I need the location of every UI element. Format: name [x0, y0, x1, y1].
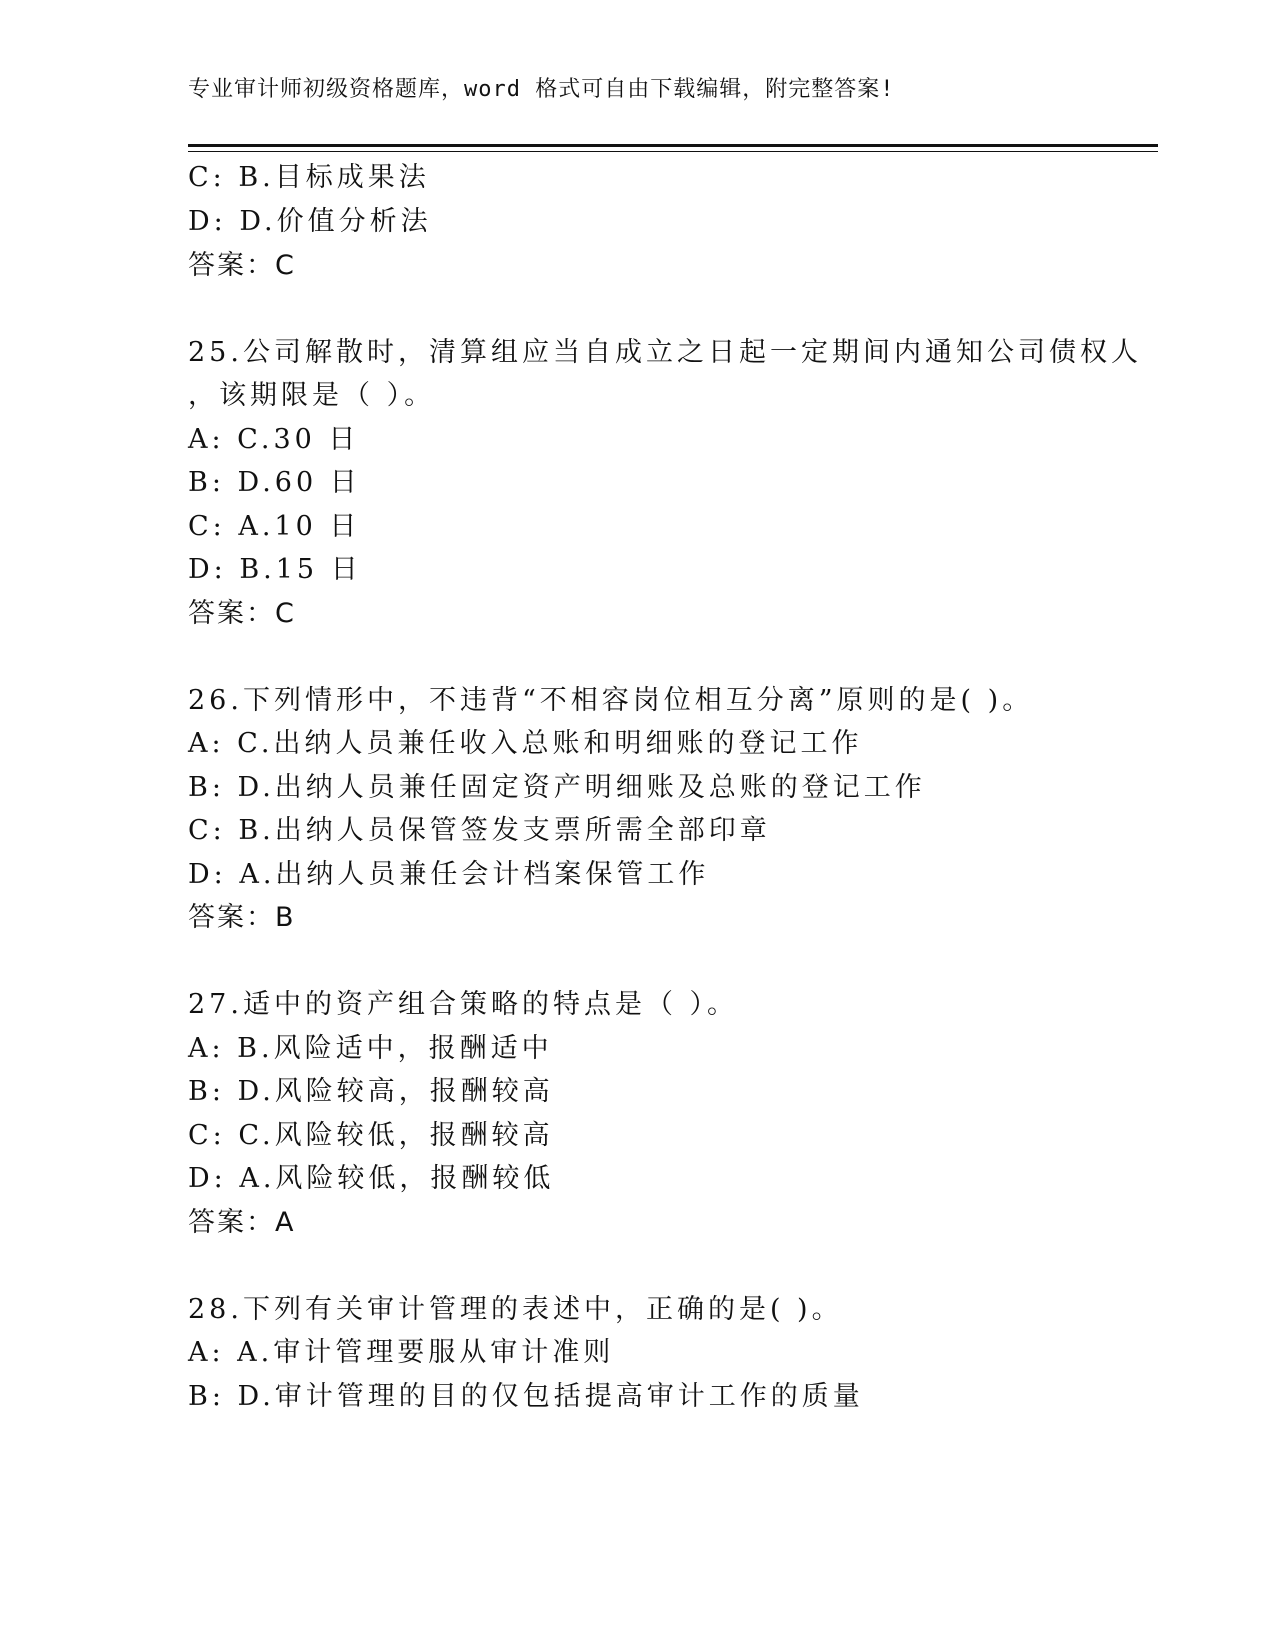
- answer-line: 答案：A: [188, 1207, 296, 1238]
- answer-line: 答案：C: [188, 598, 296, 629]
- option-line: D: A.风险较低，报酬较低: [188, 1163, 555, 1194]
- header-rule-thick: [188, 144, 1158, 147]
- option-line: B: D.出纳人员兼任固定资产明细账及总账的登记工作: [188, 772, 926, 803]
- option-line: C: B.出纳人员保管签发支票所需全部印章: [188, 815, 771, 846]
- question-line: 28.下列有关审计管理的表述中，正确的是( )。: [188, 1294, 843, 1325]
- option-line: C: A.10 日: [188, 511, 361, 542]
- question-line: 26.下列情形中，不违背“不相容岗位相互分离”原则的是( )。: [188, 685, 1034, 716]
- option-line: C: B.目标成果法: [188, 162, 430, 193]
- option-line: D: B.15 日: [188, 554, 362, 585]
- option-line: B: D.审计管理的目的仅包括提高审计工作的质量: [188, 1381, 864, 1412]
- header-rule-thin: [188, 151, 1158, 152]
- option-line: A: A.审计管理要服从审计准则: [188, 1337, 615, 1368]
- option-line: D: A.出纳人员兼任会计档案保管工作: [188, 859, 710, 890]
- answer-line: 答案：B: [188, 902, 296, 933]
- option-line: A: C.出纳人员兼任收入总账和明细账的登记工作: [188, 728, 863, 759]
- page-header: 专业审计师初级资格题库，word 格式可自由下载编辑，附完整答案!: [188, 77, 895, 102]
- option-line: B: D.60 日: [188, 467, 361, 498]
- option-line: B: D.风险较高，报酬较高: [188, 1076, 554, 1107]
- answer-line: 答案：C: [188, 250, 296, 281]
- option-line: D: D.价值分析法: [188, 206, 432, 237]
- question-line: 27.适中的资产组合策略的特点是（ ）。: [188, 989, 739, 1020]
- option-line: A: C.30 日: [188, 424, 360, 455]
- question-line: 25.公司解散时，清算组应当自成立之日起一定期间内通知公司债权人: [188, 337, 1142, 368]
- option-line: A: B.风险适中，报酬适中: [188, 1033, 553, 1064]
- option-line: C: C.风险较低，报酬较高: [188, 1120, 554, 1151]
- question-line: ，该期限是（ ）。: [188, 380, 436, 411]
